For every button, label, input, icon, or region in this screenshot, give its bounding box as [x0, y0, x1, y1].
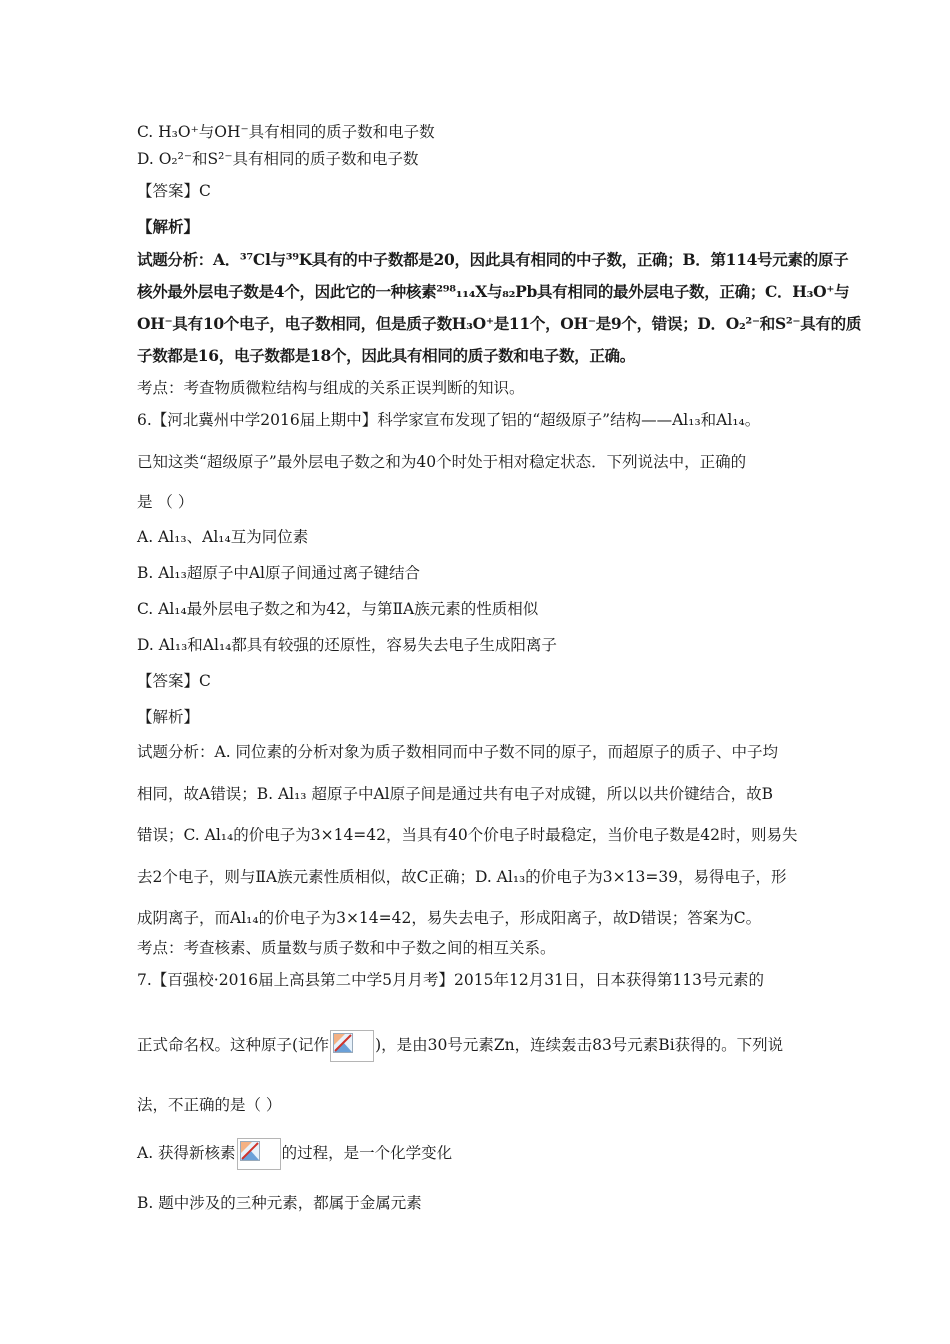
q5-option-c: C. H₃O⁺与OH⁻具有相同的质子数和电子数: [137, 123, 435, 141]
q6-analysis-line-3: 错误；C. Al₁₄的价电子为3×14=42，当具有40个价电子时最稳定，当价电子数是42时，则易失: [137, 826, 798, 844]
q6-stem-line-3: 是 （ ）: [137, 493, 194, 511]
q5-analysis-line-3: OH⁻具有10个电子，电子数相同，但是质子数H₃O⁺是11个，OH⁻是9个，错误；D．O₂²⁻和S²⁻具有的质: [137, 314, 862, 333]
q7-stem-line-3: 法，不正确的是（ ）: [137, 1096, 282, 1114]
q6-option-b: B. Al₁₃超原子中Al原子间通过离子键结合: [137, 564, 420, 582]
q7-option-a: [137, 1138, 452, 1170]
q5-answer: 【答案】C: [137, 182, 211, 200]
q6-stem-line-1: 6.【河北冀州中学2016届上期中】科学家宣布发现了铝的“超级原子”结构——Al₁₃和Al₁₄。: [137, 411, 761, 429]
q6-analysis-title: 【解析】: [137, 708, 200, 726]
q7-option-a-start: A. 获得新核素: [137, 1144, 236, 1162]
q7-stem-line-2-start: 正式命名权。这种原子(记作: [137, 1036, 330, 1054]
q5-option-d: D. O₂²⁻和S²⁻具有相同的质子数和电子数: [137, 150, 419, 168]
q6-answer: 【答案】C: [137, 672, 211, 690]
q6-option-d: D. Al₁₃和Al₁₄都具有较强的还原性，容易失去电子生成阳离子: [137, 636, 557, 654]
q7-stem-line-1: 7.【百强校·2016届上高县第二中学5月月考】2015年12月31日，日本获得第113号元素的: [137, 971, 765, 989]
q7-stem-line-2: [137, 1030, 783, 1062]
q7-option-a-end: 的过程，是一个化学变化: [281, 1144, 453, 1162]
q6-analysis-line-1: 试题分析：A. 同位素的分析对象为质子数相同而中子数不同的原子，而超原子的质子、中子均: [137, 743, 779, 761]
q6-option-a: A. Al₁₃、Al₁₄互为同位素: [137, 528, 309, 546]
q5-analysis-line-2: 核外最外层电子数是4个，因此它的一种核素²⁹⁸₁₁₄X与₈₂Pb具有相同的最外层电子数，正确；C．H₃O⁺与: [137, 282, 850, 301]
q6-point: 考点：考查核素、质量数与质子数和中子数之间的相互关系。: [137, 939, 556, 957]
q5-analysis-line-4: 子数都是16，电子数都是18个，因此具有相同的质子数和电子数，正确。: [137, 346, 635, 365]
q6-analysis-line-2: 相同，故A错误；B. Al₁₃ 超原子中Al原子间是通过共有电子对成键，所以以共价键结合，故B: [137, 785, 773, 803]
q6-option-c: C. Al₁₄最外层电子数之和为42，与第ⅡA族元素的性质相似: [137, 600, 539, 618]
q7-stem-line-2-end: )，是由30号元素Zn，连续轰击83号元素Bi获得的。下列说: [375, 1036, 784, 1054]
q7-option-b: B. 题中涉及的三种元素，都属于金属元素: [137, 1194, 422, 1212]
q5-point: 考点：考查物质微粒结构与组成的关系正误判断的知识。: [137, 379, 525, 397]
q5-analysis-title: 【解析】: [137, 217, 200, 236]
q6-stem-line-2: 已知这类“超级原子”最外层电子数之和为40个时处于相对稳定状态．下列说法中，正确的: [137, 453, 747, 471]
q6-analysis-line-5: 成阴离子，而Al₁₄的价电子为3×14=42，易失去电子，形成阳离子，故D错误；答案为C。: [137, 909, 762, 927]
q6-analysis-line-4: 去2个电子，则与ⅡA族元素性质相似，故C正确；D. Al₁₃的价电子为3×13=39，易得电子，形: [137, 868, 787, 886]
q5-analysis-line-1: 试题分析：A．³⁷Cl与³⁹K具有的中子数都是20，因此具有相同的中子数，正确；B．第114号元素的原子: [137, 250, 849, 269]
broken-image-icon: [237, 1138, 281, 1170]
broken-image-icon: [330, 1030, 374, 1062]
